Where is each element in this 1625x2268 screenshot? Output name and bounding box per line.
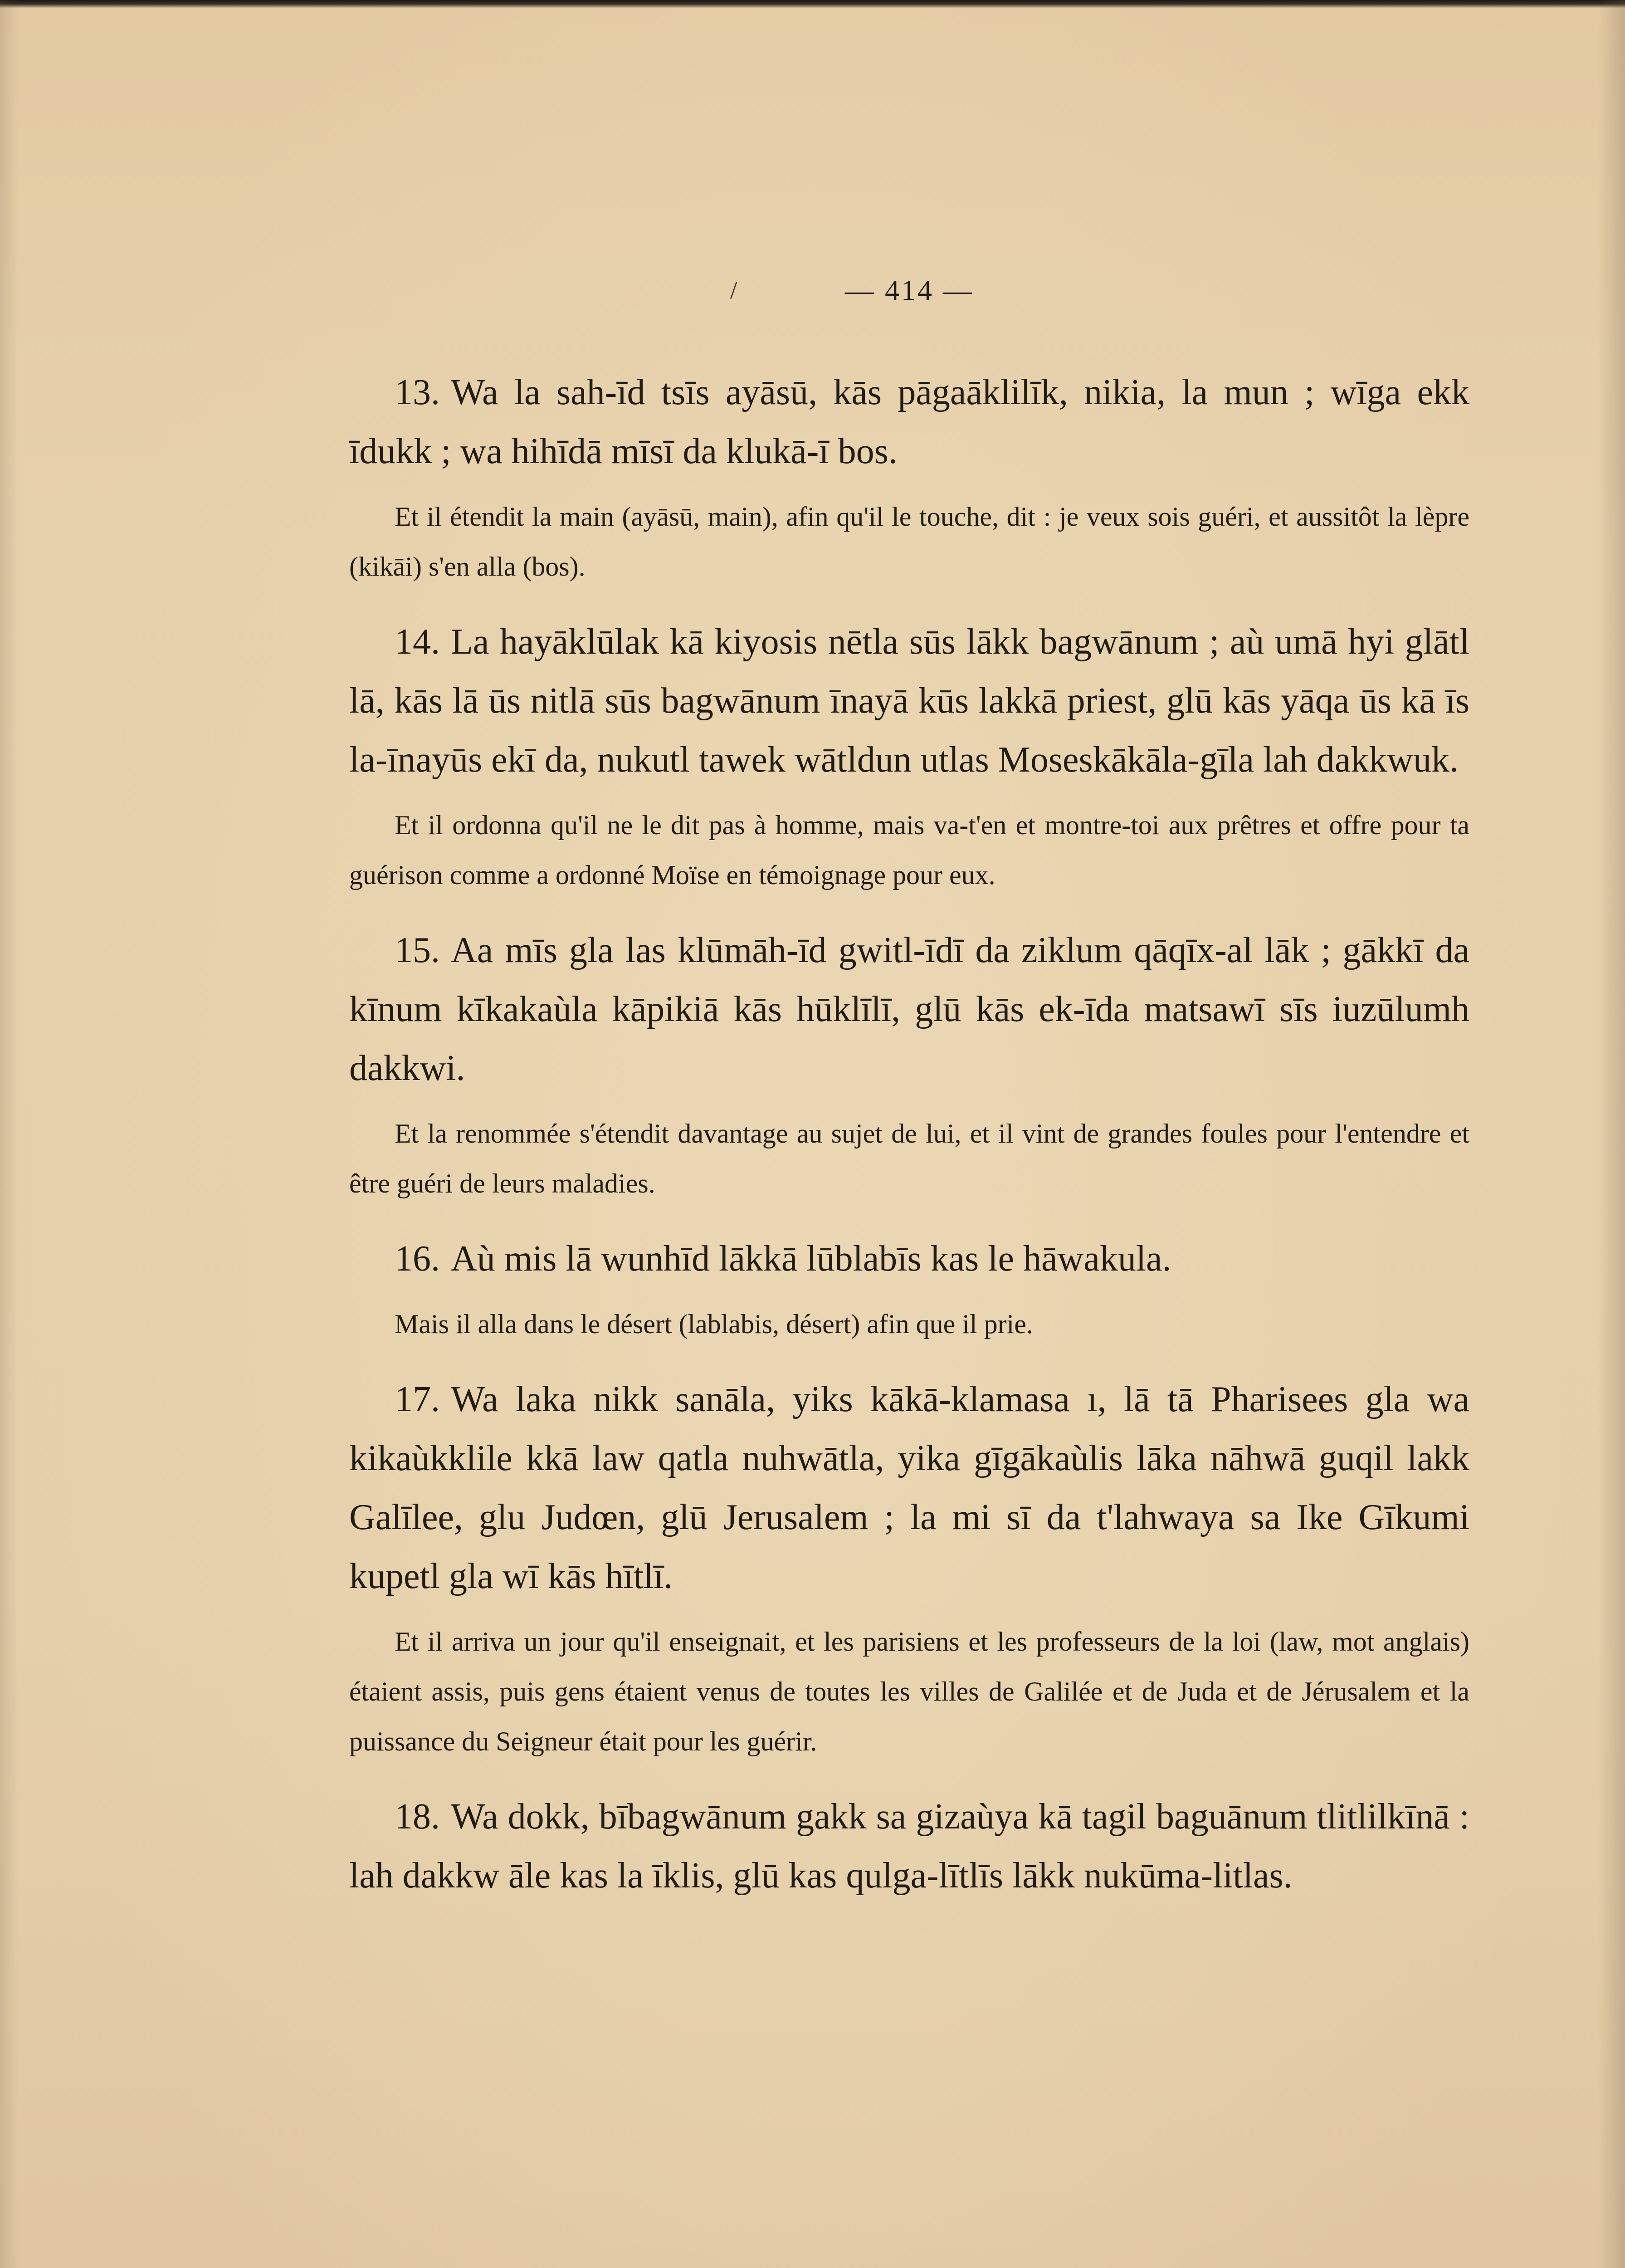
verse-number: 18. (395, 1797, 440, 1837)
verse (349, 1229, 1469, 1288)
translation: Et il ordonna qu'il ne le dit pas à homme, mais va-t'en et montre-toi aux prêtres et offre pour ta guérison comme a ordonné Moïse en témoignage pour eux. (349, 810, 1469, 890)
section-18 (349, 1787, 1469, 1905)
verse-text: Aù mis lā wunhīd lākkā lūblabīs kas le hāwakula. (451, 1239, 1171, 1279)
section-16 (349, 1229, 1469, 1349)
section-14 (349, 612, 1469, 900)
margin-mark: / (730, 276, 739, 304)
section-15 (349, 921, 1469, 1208)
translation: Mais il alla dans le désert (lablabis, désert) afin que il prie. (395, 1309, 1033, 1339)
verse-number: 14. (395, 622, 440, 662)
verse-number: 13. (395, 372, 440, 412)
verse (349, 921, 1469, 1098)
translation: Et il arriva un jour qu'il enseignait, et les parisiens et les professeurs de la loi (law, mot anglais) étaient assis, puis gens étaient venus de toutes les villes de Galilée et de Juda et de Jérusalem et la puissance du Seigneur était pour les guérir. (349, 1627, 1469, 1756)
verse (349, 612, 1469, 789)
page-left-shadow (0, 0, 18, 2268)
translation: Et il étendit la main (ayāsū, main), afin qu'il le touche, dit : je veux sois guéri, et aussitôt la lèpre (kikāi) s'en alla (bos). (349, 502, 1469, 582)
page-number (349, 272, 1469, 308)
page-right-shadow (1598, 0, 1625, 2268)
page-top-edge (0, 0, 1625, 8)
verse-number: 17. (395, 1379, 440, 1419)
verse-text: La hayāklūlak kā kiyosis nētla sūs lākk bagwānum ; aù umā hyi glātl lā, kās lā ūs nitlā sūs bagwānum īnayā kūs lakkā priest, glū kās yāqa ūs kā īs la-īnayūs ekī da, nukutl tawek wātldun utlas Moseskākāla-gīla lah dakkwuk. (349, 622, 1469, 780)
section-17 (349, 1370, 1469, 1766)
section-13 (349, 363, 1469, 591)
page-number-text: — 414 — (845, 274, 974, 306)
verse-text: Aa mīs gla las klūmāh-īd gwitl-īdī da ziklum qāqīx-al lāk ; gākkī da kīnum kīkakaùla kāpikiā kās hūklīlī, glū kās ek-īda matsawī sīs iuzūlumh dakkwi. (349, 930, 1469, 1088)
verse-text: Wa la sah-īd tsīs ayāsū, kās pāgaāklilīk, nikia, la mun ; wīga ekk īdukk ; wa hihīdā mīsī da klukā-ī bos. (349, 372, 1469, 471)
verse-text: Wa laka nikk sanāla, yiks kākā-klamasa ı, lā tā Pharisees gla wa kikaùkklile kkā law qatla nuhwātla, yika gīgākaùlis lāka nāhwā guqil lakk Galīlee, glu Judœn, glū Jerusalem ; la mi sī da t'lahwaya sa Ike Gīkumi kupetl gla wī kās hītlī. (349, 1379, 1469, 1596)
translation: Et la renommée s'étendit davantage au sujet de lui, et il vint de grandes foules pour l'entendre et être guéri de leurs maladies. (349, 1119, 1469, 1198)
verse (349, 1370, 1469, 1606)
verse (349, 363, 1469, 481)
verse-number: 16. (395, 1239, 440, 1279)
verse-text: Wa dokk, bībagwānum gakk sa gizaùya kā tagil baguānum tlitlilkīnā : lah dakkw āle kas la īklis, glū kas qulga-lītlīs lākk nukūma-litlas. (349, 1797, 1469, 1896)
verse (349, 1787, 1469, 1905)
verse-number: 15. (395, 930, 440, 970)
